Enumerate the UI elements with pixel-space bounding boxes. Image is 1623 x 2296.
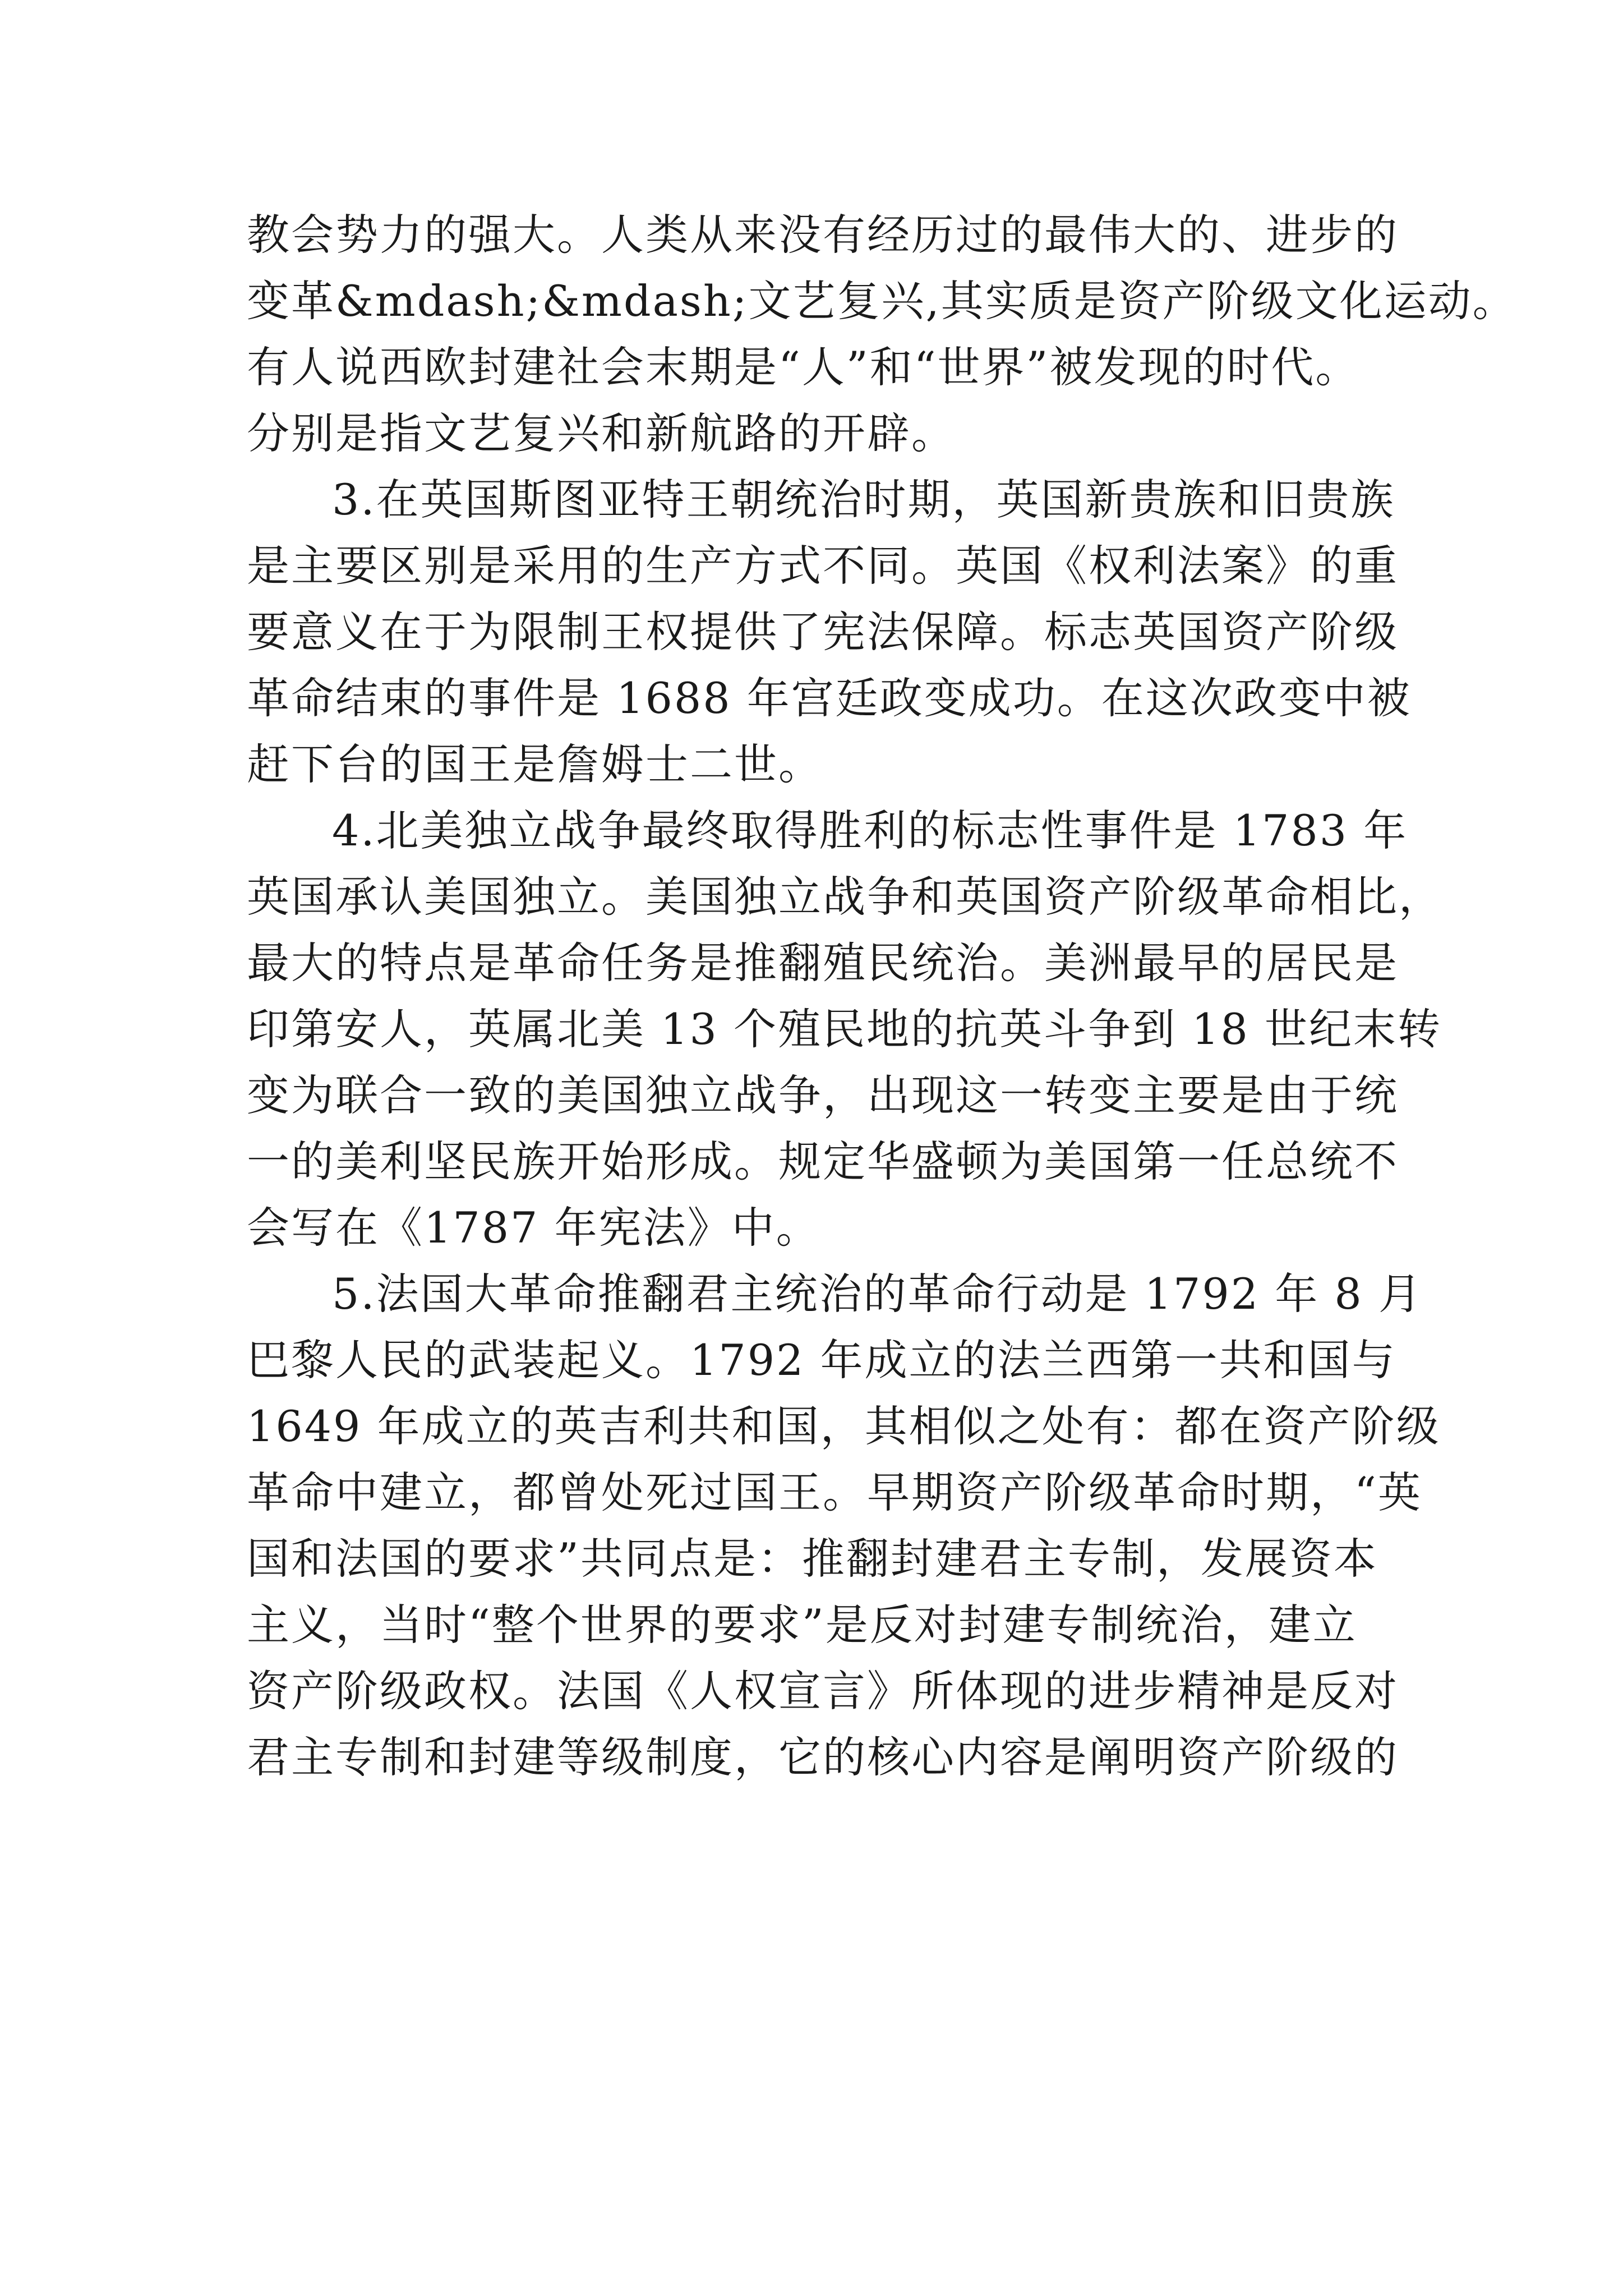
text-line: 会写在《1787 年宪法》中。 bbox=[247, 1203, 820, 1253]
paragraph-5-start: 5.法国大革命推翻君主统治的革命行动是 1792 年 8 月 bbox=[332, 1269, 1423, 1319]
text-line: 有人说西欧封建社会末期是“人”和“世界”被发现的时代。 bbox=[247, 342, 1360, 392]
text-line: 一的美利坚民族开始形成。规定华盛顿为美国第一任总统不 bbox=[247, 1137, 1399, 1186]
text-line: 最大的特点是革命任务是推翻殖民统治。美洲最早的居民是 bbox=[247, 938, 1399, 988]
text-line: 1649 年成立的英吉利共和国，其相似之处有：都在资产阶级 bbox=[247, 1401, 1441, 1451]
text-line: 变为联合一致的美国独立战争，出现这一转变主要是由于统 bbox=[247, 1070, 1399, 1120]
text-line: 革命结束的事件是 1688 年宫廷政变成功。在这次政变中被 bbox=[247, 673, 1412, 723]
body-text bbox=[247, 202, 1517, 1791]
text-line: 资产阶级政权。法国《人权宣言》所体现的进步精神是反对 bbox=[247, 1666, 1399, 1716]
text-line: 印第安人，英属北美 13 个殖民地的抗英斗争到 18 世纪末转 bbox=[247, 1004, 1442, 1054]
text-line: 分别是指文艺复兴和新航路的开辟。 bbox=[247, 408, 956, 458]
text-line: 国和法国的要求”共同点是：推翻封建君主专制，发展资本 bbox=[247, 1534, 1378, 1584]
text-line: 英国承认美国独立。美国独立战争和英国资产阶级革命相比， bbox=[247, 872, 1443, 922]
text-line: 君主专制和封建等级制度，它的核心内容是阐明资产阶级的 bbox=[247, 1732, 1399, 1782]
text-line: 教会势力的强大。人类从来没有经历过的最伟大的、进步的 bbox=[247, 210, 1399, 260]
text-line: 巴黎人民的武装起义。1792 年成立的法兰西第一共和国与 bbox=[247, 1335, 1396, 1385]
paragraph-4-start: 4.北美独立战争最终取得胜利的标志性事件是 1783 年 bbox=[332, 806, 1408, 855]
text-line: 变革&mdash;&mdash;文艺复兴,其实质是资产阶级文化运动。 bbox=[247, 276, 1517, 326]
text-line: 是主要区别是采用的生产方式不同。英国《权利法案》的重 bbox=[247, 541, 1399, 591]
paragraph-3-start: 3.在英国斯图亚特王朝统治时期，英国新贵族和旧贵族 bbox=[332, 475, 1395, 524]
text-line: 要意义在于为限制王权提供了宪法保障。标志英国资产阶级 bbox=[247, 607, 1399, 657]
text-line: 革命中建立，都曾处死过国王。早期资产阶级革命时期，“英 bbox=[247, 1467, 1422, 1517]
text-line: 主义，当时“整个世界的要求”是反对封建专制统治，建立 bbox=[247, 1600, 1357, 1650]
text-line: 赶下台的国王是詹姆士二世。 bbox=[247, 739, 823, 789]
